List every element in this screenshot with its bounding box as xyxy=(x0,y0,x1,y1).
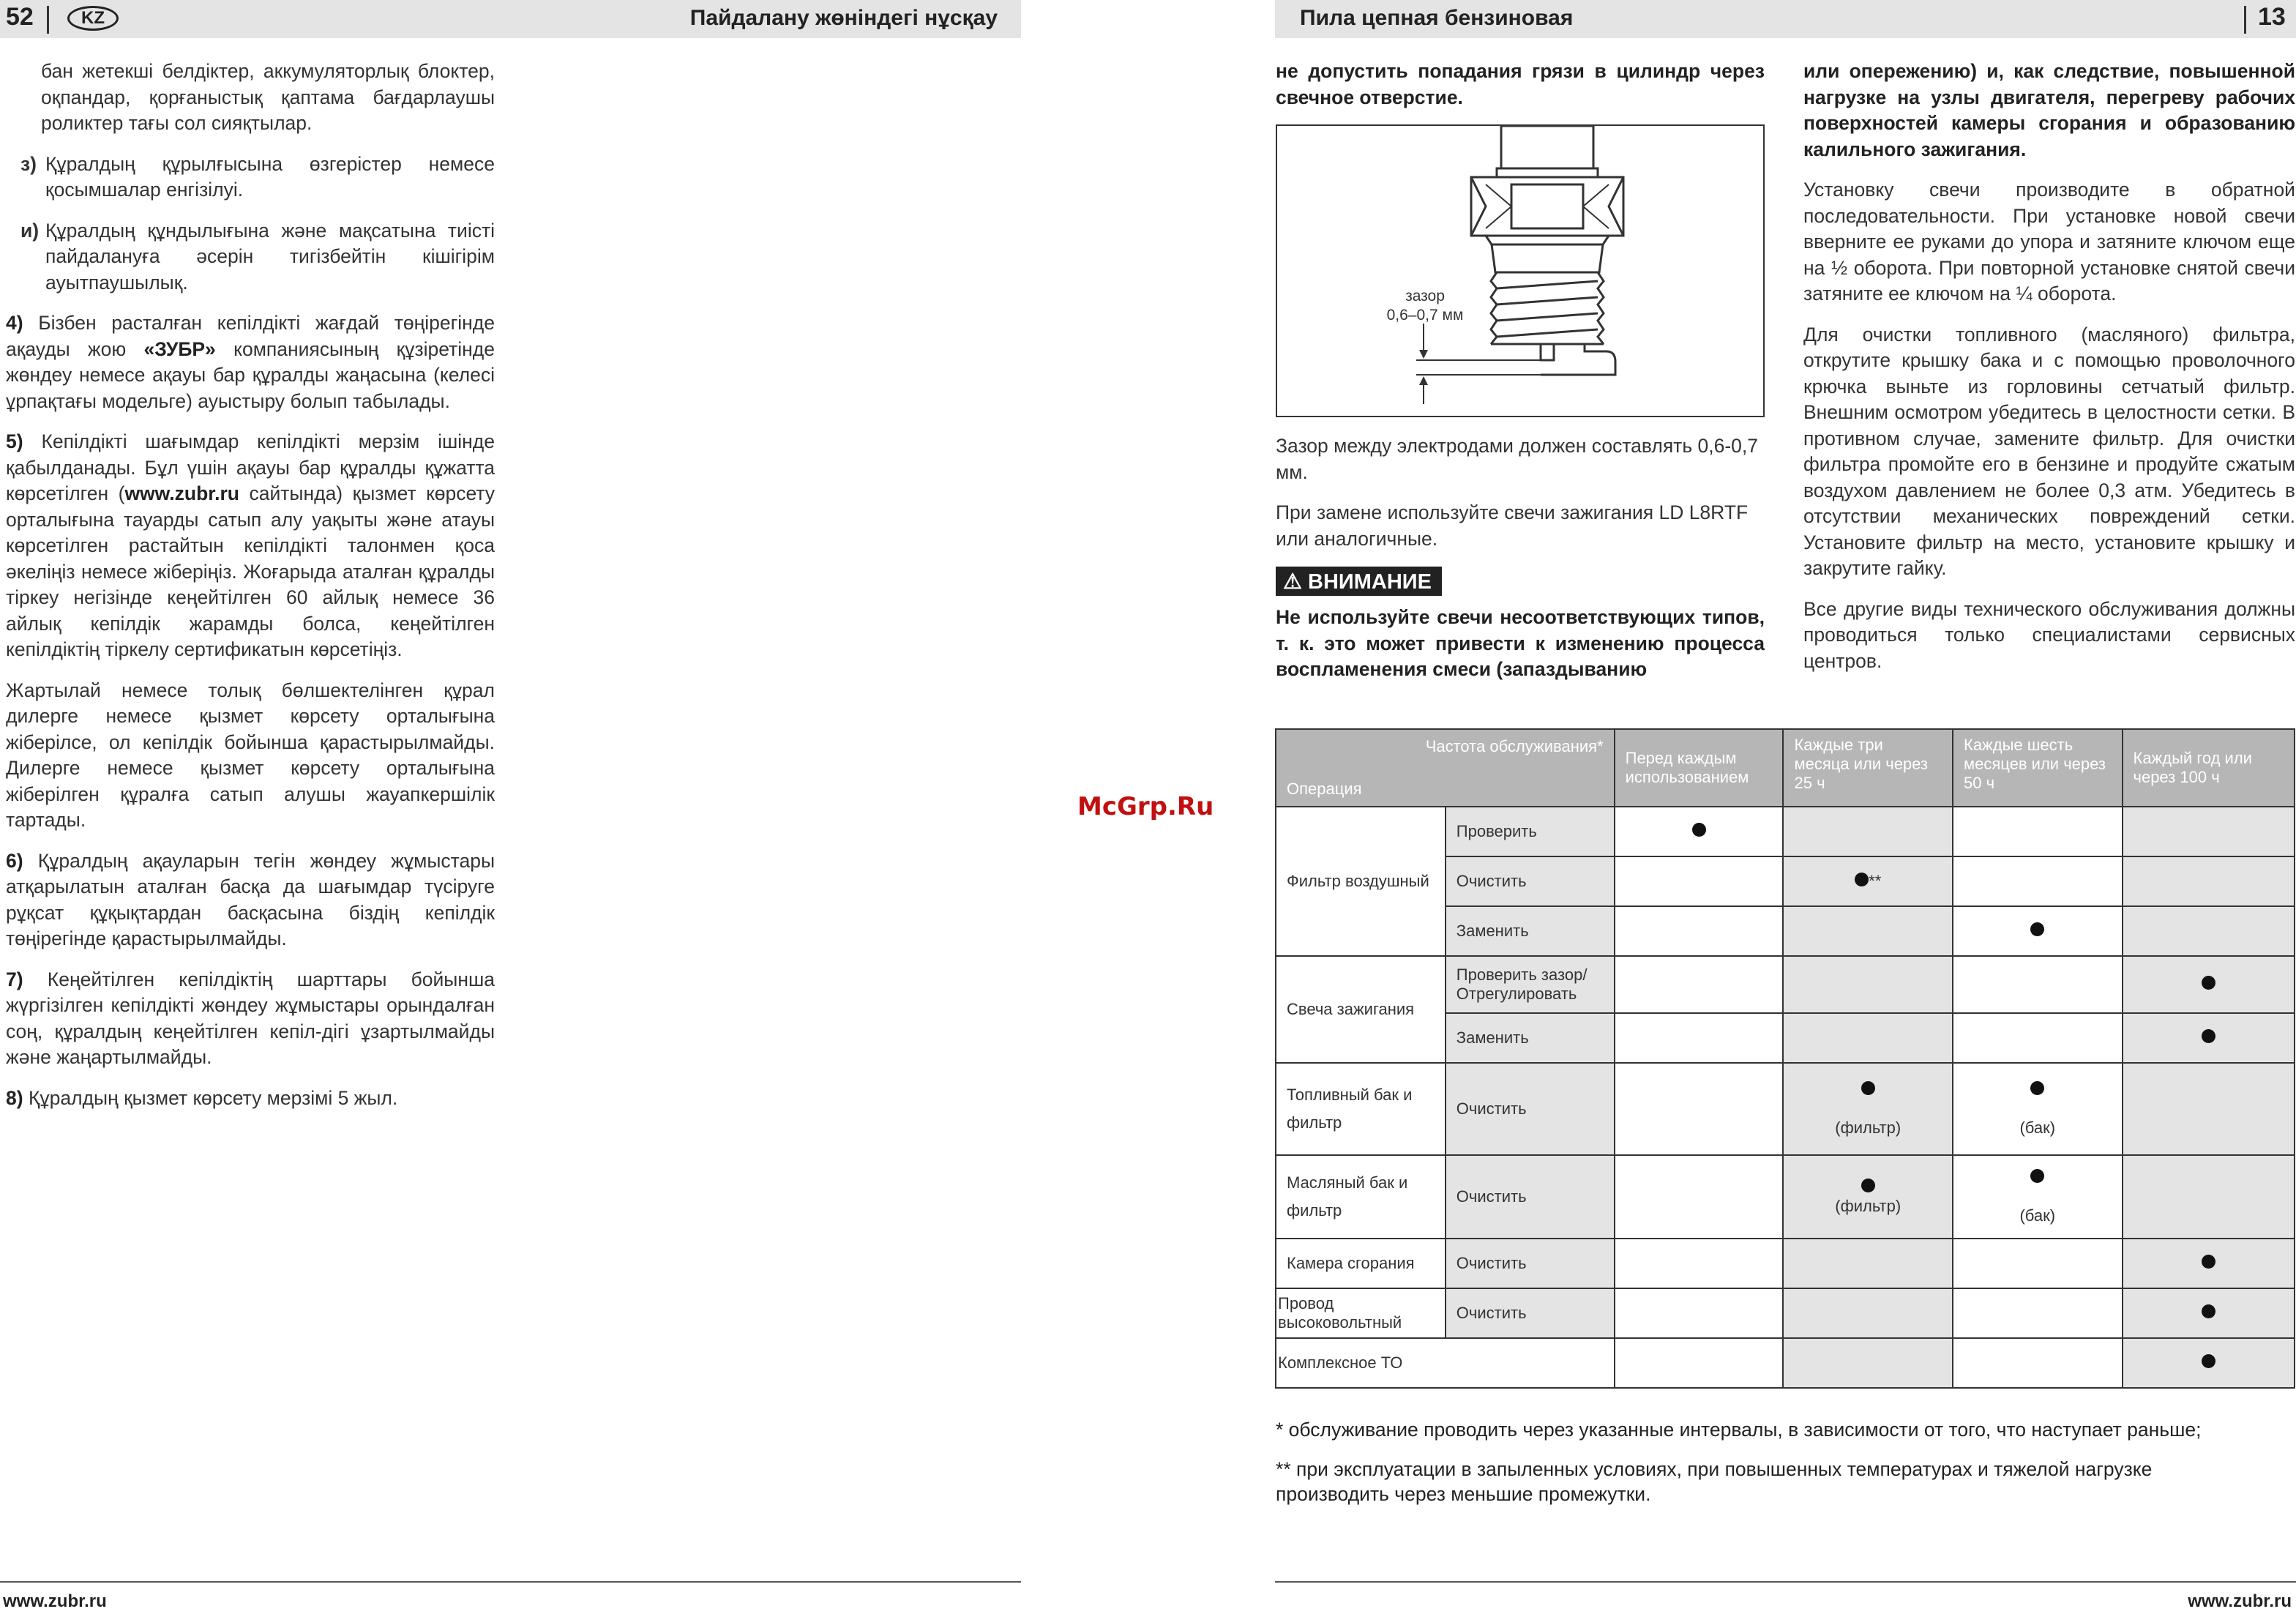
table-row: Фильтр воздушный Проверить xyxy=(1276,807,2295,856)
table-row: Свеча зажигания Проверить зазор/ Отрегулировать xyxy=(1276,956,2295,1013)
right-page-header xyxy=(1275,0,2296,38)
row-label-fuel-tank: Топливный бак и фильтр xyxy=(1276,1063,1446,1155)
footnote-1: * обслуживание проводить через указанные интервалы, в зависимости от того, что наступает раньше; xyxy=(1276,1419,2202,1441)
header-col-2: Каждые три месяца или через 25 ч xyxy=(1783,729,1953,807)
install-paragraph: Установку свечи производите в обратной последовательности. При установке новой свечи вверните ее руками до упора и затяните ключом еще на ½ оборота. При повторной установке снятой свечи затяните ее ключом на ¼ оборота. xyxy=(1803,179,2295,305)
warning-badge: ⚠ ВНИМАНИЕ xyxy=(1276,567,1442,596)
table-row: Очистить ** xyxy=(1276,856,2295,906)
row-label-wire: Провод высоковольтный xyxy=(1276,1288,1446,1338)
dot-mark xyxy=(2202,1304,2215,1318)
paragraph-partial: Жартылай немесе толық бөлшектелінген құрал дилерге немесе қызмет көрсету орталығына жіберілсе, ол кепілдік бойынша қарастырылмайды. Дилерге немесе қызмет көрсету орталығына жіберілген құралға сатып алушы жауапкершілік тартады. xyxy=(6,679,495,831)
header-col-3: Каждые шесть месяцев или через 50 ч xyxy=(1953,729,2123,807)
dot-mark xyxy=(1861,1081,1875,1095)
bold-continuation: или опережению) и, как следствие, повышенной нагрузке на узлы двигателя, перегреву рабочих поверхностей камеры сгорания и образованию калильного зажигания. xyxy=(1803,60,2295,160)
right-header-title: Пила цепная бензиновая xyxy=(1300,6,1574,30)
dot-mark xyxy=(2030,1169,2044,1183)
paragraph-5: 5) Кепілдікті шағымдар кепілдікті мерзім ішінде қабылданады. Бұл үшін ақауы бар құралды құжатта көрсетілген (www.zubr.ru сайтында) қызмет көрсету орталығына тауарды сатып алу уақыты және атауы көрсетілген растайтын кепілдікті талонмен қоса әкеліңіз немесе жіберіңіз. Жоғарыда аталған құралды тіркеу негізінде кеңейтілген 60 айлық немесе 36 айлық кепілдік жарамды болса, кеңейтілген кепілдіктің тіркелу сертификатын көрсетіңіз. xyxy=(6,430,495,660)
paragraph-6: 6) Құралдың ақауларын тегін жөндеу жұмыстары атқарылатын аталған басқа да шағымдар түсіруге рұқсат құқықтардан басқасына біздің кепілдік төңірегінде қарастырылмайды. xyxy=(6,849,495,949)
dot-mark xyxy=(2030,922,2044,936)
replace-text: При замене используйте свечи зажигания LD L8RTF или аналогичные. xyxy=(1276,501,1749,550)
row-label-complex: Комплексное ТО xyxy=(1276,1338,1615,1388)
table-row: Топливный бак и фильтр Очистить (фильтр) (бак) xyxy=(1276,1063,2295,1155)
item-i: и) Құралдың құндылығына және мақсатына тиісті пайдалануға әсерін тигізбейтін кішігірім ауытпаушылық. xyxy=(20,219,495,294)
left-footer-rule xyxy=(0,1581,1021,1583)
dot-mark xyxy=(2202,1255,2215,1269)
left-column xyxy=(6,59,495,1126)
filter-paragraph: Для очистки топливного (масляного) фильтра, открутите крышку бака и с помощью проволочного крючка выньте из горловины сетчатый фильтр. Внешним осмотром убедитесь в целостности сетки. В противном случае, замените фильтр. Для очистки фильтра промойте его в бензине и продуйте сжатым воздухом давлением не более 0,3 атм. Убедитесь в отсутствии механических повреждений сетки. Установите фильтр на место, установите крышку и закрутите гайку. xyxy=(1803,323,2295,579)
header-col-1: Перед каждым использованием xyxy=(1615,729,1784,807)
table-row: Заменить xyxy=(1276,906,2295,956)
item-z: з) Құралдың құрылғысына өзгерістер немесе қосымшалар енгізілуі. xyxy=(20,152,495,201)
spark-plug-figure xyxy=(1276,124,1765,417)
dot-mark xyxy=(1861,1179,1875,1192)
gap-label: зазор 0,6–0,7 мм xyxy=(1386,288,1464,324)
dot-mark xyxy=(2202,1354,2215,1368)
header-divider xyxy=(47,6,49,34)
right-footer-rule xyxy=(1275,1581,2296,1583)
table-row: Масляный бак и фильтр Очистить (фильтр) (бак) xyxy=(1276,1155,2295,1239)
row-label-spark-plug: Свеча зажигания xyxy=(1276,956,1446,1063)
left-footer-url[interactable]: www.zubr.ru xyxy=(3,1591,107,1611)
dot-mark xyxy=(2030,1081,2044,1095)
zubr-link[interactable]: www.zubr.ru xyxy=(124,482,239,504)
header-col-4: Каждый год или через 100 ч xyxy=(2123,729,2295,807)
paragraph-7: 7) Кеңейтілген кепілдіктің шарттары бойынша жүргізілген кепілдікті жөндеу жұмыстары орындалған соң, құралдың кеңейтілген кепіл-дігі ұзартылмайды және жаңартылмайды. xyxy=(6,968,495,1068)
dot-mark xyxy=(2202,976,2215,990)
row-label-chamber: Камера сгорания xyxy=(1276,1239,1446,1288)
paragraph-4: 4) Бізбен расталған кепілдікті жағдай төңірегінде ақауды жою «ЗУБР» компаниясының құзіретінде жөндеу немесе ақауы бар құралды жаңасына (келесі ұрпақтағы модельге) ауыстыру болып табылады. xyxy=(6,312,495,412)
table-row xyxy=(1276,1338,2295,1388)
bold-intro: не допустить попадания грязи в цилиндр через свечное отверстие. xyxy=(1276,60,1765,108)
intro-paragraph: бан жетекші белдіктер, аккумуляторлық блоктер, оқпандар, қорғаныстық қаптама бағдарлаушы роликтер тағы сол сияқтылар. xyxy=(41,60,495,134)
gap-text: Зазор между электродами должен составлять 0,6-0,7 мм. xyxy=(1276,435,1758,483)
watermark: McGrp.Ru xyxy=(1077,792,1214,821)
row-label-oil-tank: Масляный бак и фильтр xyxy=(1276,1155,1446,1239)
dot-mark xyxy=(1855,873,1869,886)
paragraph-8: 8) Құралдың қызмет көрсету мерзімі 5 жыл. xyxy=(6,1086,398,1109)
right-column-2 xyxy=(1803,59,2295,689)
warning-icon: ⚠ xyxy=(1283,570,1302,594)
right-column-1 xyxy=(1276,59,1765,125)
header-corner: Частота обслуживания* Операция xyxy=(1276,729,1615,807)
footnote-2: ** при эксплуатации в запыленных условиях, при повышенных температурах и тяжелой нагрузке производить через меньшие промежутки. xyxy=(1276,1458,2153,1505)
right-page-number: 13 xyxy=(2258,3,2286,31)
right-column-1-lower xyxy=(1276,433,1765,698)
dot-mark xyxy=(2202,1029,2215,1043)
header-divider xyxy=(2244,6,2246,34)
warning-text: Не используйте свечи несоответствующих типов, т. к. это может привести к изменению процесса воспламенения смеси (запаздыванию xyxy=(1276,606,1765,680)
left-header-title: Пайдалану жөніндегі нұсқау xyxy=(689,6,998,30)
left-page-header xyxy=(0,0,1021,38)
maintenance-table xyxy=(1275,728,2295,1389)
table-header-row xyxy=(1276,729,2295,807)
table-row: Заменить xyxy=(1276,1013,2295,1063)
table-row: Провод высоковольтный Очистить xyxy=(1276,1288,2295,1338)
right-footer-url[interactable]: www.zubr.ru xyxy=(2188,1591,2292,1611)
kz-language-badge: KZ xyxy=(67,6,119,31)
row-label-air-filter: Фильтр воздушный xyxy=(1276,807,1446,956)
left-page-number: 52 xyxy=(6,3,34,31)
table-row: Камера сгорания Очистить xyxy=(1276,1239,2295,1288)
other-paragraph: Все другие виды технического обслуживания должны проводиться только специалистами сервисных центров. xyxy=(1803,597,2295,672)
spark-plug-icon xyxy=(1277,126,1763,416)
dot-mark xyxy=(1692,823,1706,837)
